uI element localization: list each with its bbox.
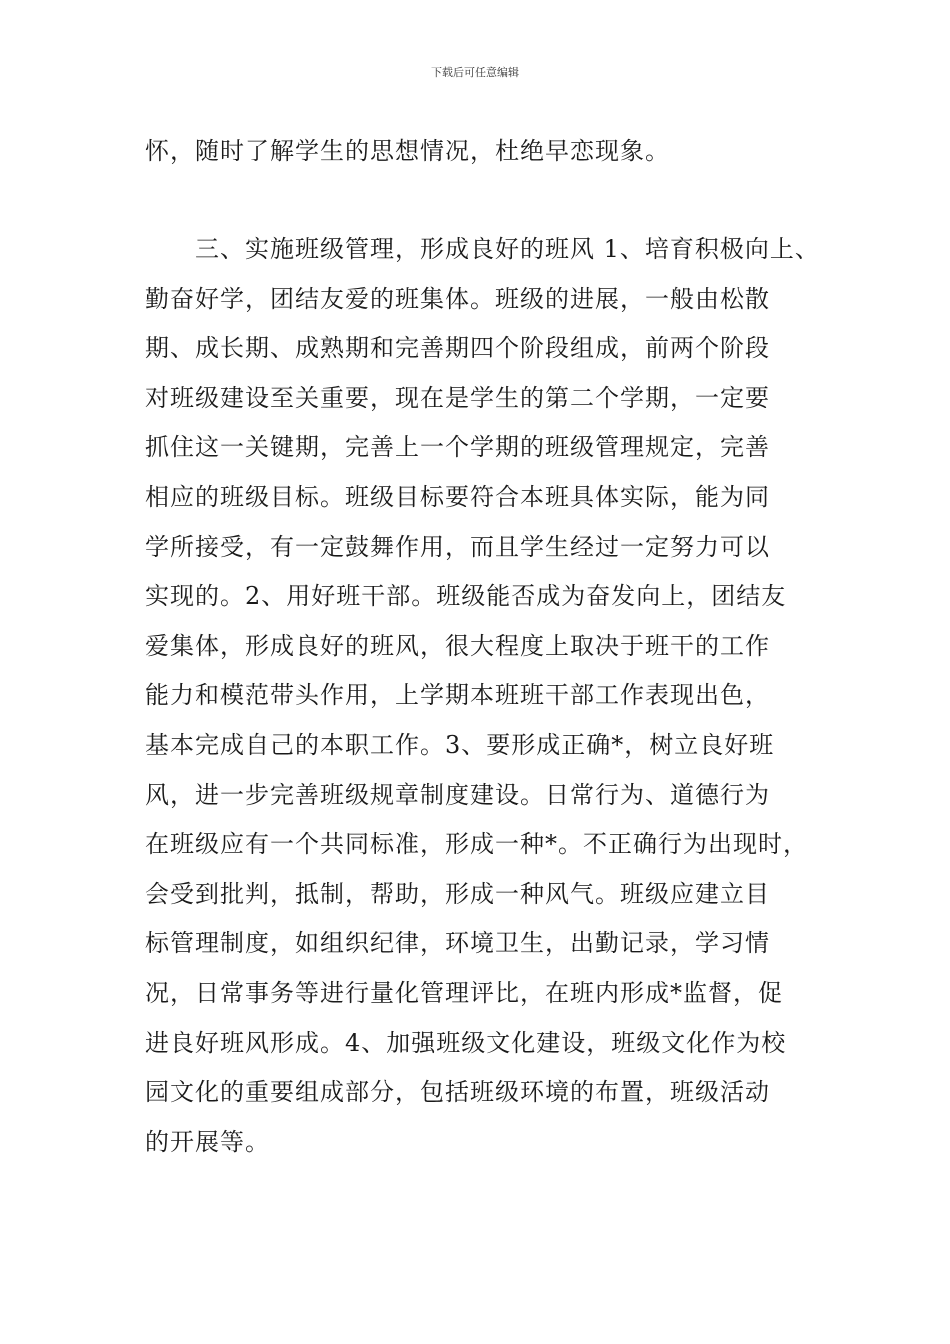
text-line: 会受到批判，抵制，帮助，形成一种风气。班级应建立目: [145, 879, 770, 908]
text-line: 园文化的重要组成部分，包括班级环境的布置，班级活动: [145, 1078, 770, 1107]
text-line: 况，日常事务等进行量化管理评比，在班内形成*监督，促: [145, 978, 783, 1007]
text-line: 三、实施班级管理，形成良好的班风 1、培育积极向上、: [145, 235, 820, 263]
text-line: 标管理制度，如组织纪律，环境卫生，出勤记录，学习情: [145, 929, 770, 958]
paragraph-class-management: [145, 225, 835, 1167]
text-line: 抓住这一关键期，完善上一个学期的班级管理规定，完善: [145, 433, 770, 462]
text-line: 风，进一步完善班级规章制度建设。日常行为、道德行为: [145, 780, 770, 809]
text-line: 勤奋好学，团结友爱的班集体。班级的进展，一般由松散: [145, 284, 770, 313]
text-line: 在班级应有一个共同标准，形成一种*。不正确行为出现时，: [145, 830, 808, 859]
text-line: 实现的。2、用好班干部。班级能否成为奋发向上，团结友: [145, 582, 787, 611]
page-header: 下载后可任意编辑: [431, 66, 519, 79]
text-line: 爱集体，形成良好的班风，很大程度上取决于班干的工作: [145, 631, 770, 660]
text-line: 基本完成自己的本职工作。3、要形成正确*，树立良好班: [145, 730, 775, 759]
text-line: 相应的班级目标。班级目标要符合本班具体实际，能为同: [145, 482, 770, 511]
text-line: 学所接受，有一定鼓舞作用，而且学生经过一定努力可以: [145, 532, 770, 561]
text-line: 的开展等。: [145, 1127, 270, 1156]
paragraph-continuation: [145, 127, 835, 177]
text-line: 对班级建设至关重要，现在是学生的第二个学期，一定要: [145, 383, 770, 412]
text-line: 期、成长期、成熟期和完善期四个阶段组成，前两个阶段: [145, 334, 770, 363]
text-line: 能力和模范带头作用，上学期本班班干部工作表现出色，: [145, 681, 770, 710]
text-line: 怀，随时了解学生的思想情况，杜绝早恋现象。: [145, 137, 670, 165]
text-line: 进良好班风形成。4、加强班级文化建设，班级文化作为校: [145, 1028, 787, 1057]
